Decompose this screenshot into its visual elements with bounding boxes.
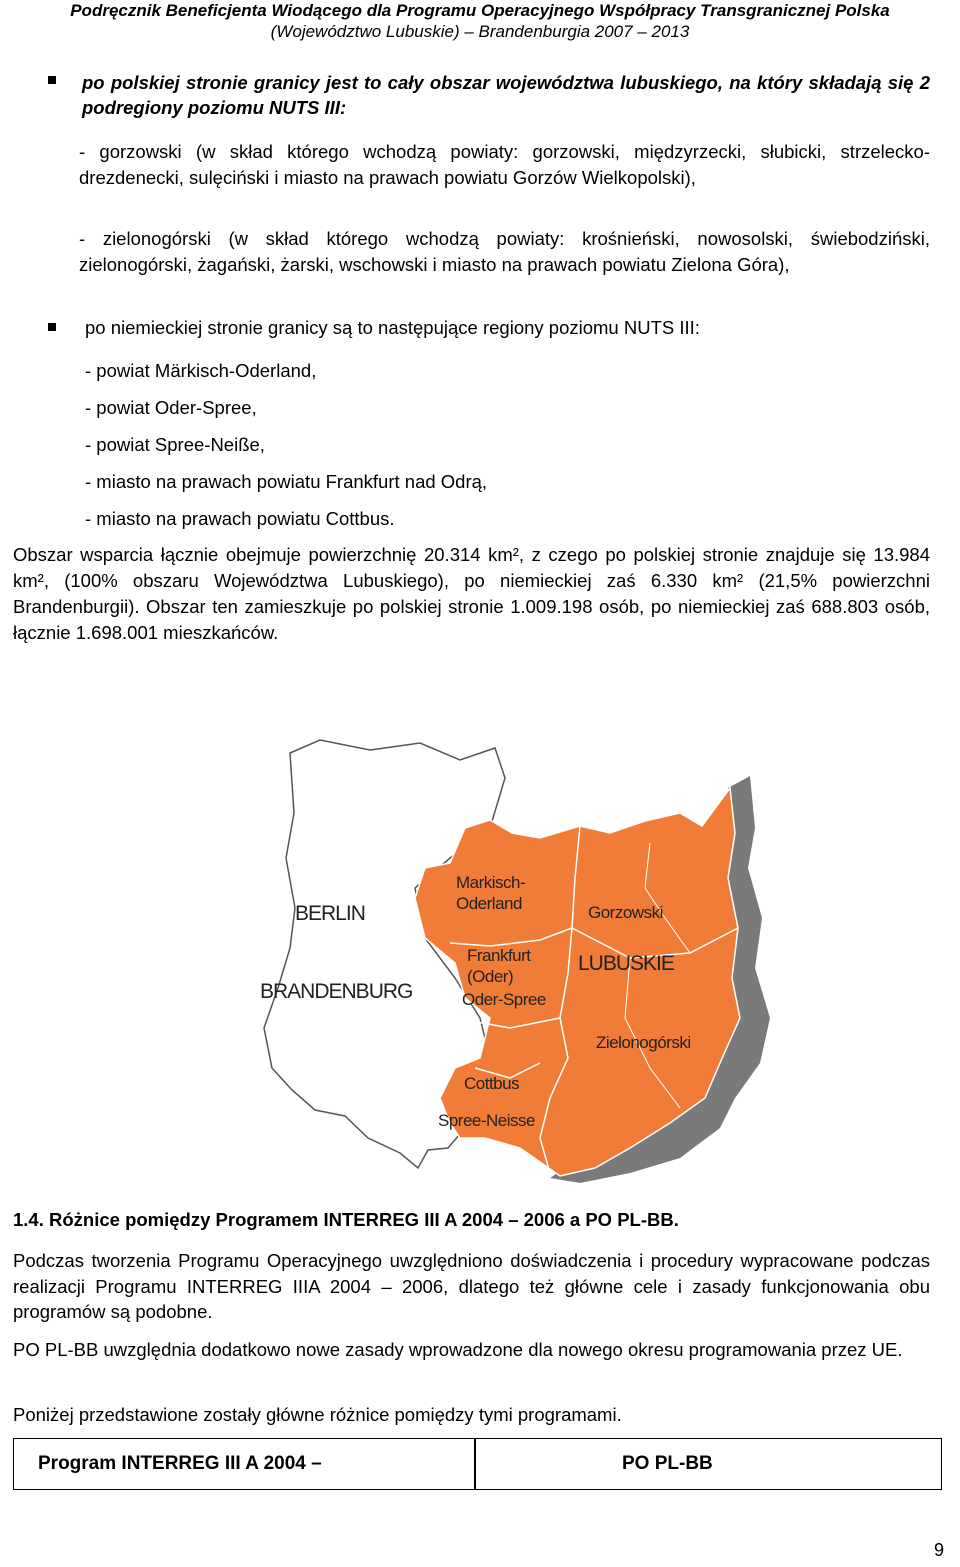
label-berlin: BERLIN <box>295 902 365 925</box>
label-oder-spree: Oder-Spree <box>462 990 546 1009</box>
label-frankfurt-2: (Oder) <box>467 967 514 986</box>
page-number: 9 <box>933 1540 944 1560</box>
bullet-marker <box>48 76 56 84</box>
list-item: - powiat Oder-Spree, <box>85 397 257 418</box>
list-item: - powiat Märkisch-Oderland, <box>85 360 317 381</box>
label-markisch-1: Markisch- <box>456 873 526 892</box>
bullet-marker <box>48 323 56 331</box>
section-heading: 1.4. Różnice pomiędzy Programem INTERREG III A 2004 – 2006 a PO PL-BB. <box>13 1209 679 1230</box>
table-header-col-2: PO PL-BB <box>622 1453 713 1474</box>
comparison-table <box>13 1438 942 1490</box>
label-brandenburg: BRANDENBURG <box>260 980 413 1003</box>
table-header-col-1: Program INTERREG III A 2004 – <box>38 1453 322 1474</box>
header-line-1: Podręcznik Beneficjenta Wiodącego dla Programu Operacyjnego Współpracy Transgranicznej Polska <box>70 1 890 20</box>
label-gorzowski: Gorzowski <box>588 903 663 922</box>
table-divider <box>474 1439 476 1489</box>
page-header <box>0 0 960 42</box>
section-paragraph-3: Poniżej przedstawione zostały główne różnice pomiędzy tymi programami. <box>13 1404 622 1425</box>
gorzowski-paragraph: - gorzowski (w skład którego wchodzą powiaty: gorzowski, międzyrzecki, słubicki, strzelecko-drezdenecki, sulęciński i miasto na prawach powiatu Gorzów Wielkopolski), <box>79 141 930 188</box>
list-item: - powiat Spree-Neiße, <box>85 434 265 455</box>
german-regions-list <box>85 352 930 537</box>
header-line-2: (Województwo Lubuskie) – Brandenburgia 2007 – 2013 <box>270 22 690 41</box>
bullet-german-side: po niemieckiej stronie granicy są to następujące regiony poziomu NUTS III: <box>85 317 700 338</box>
label-frankfurt-1: Frankfurt <box>467 946 531 965</box>
label-markisch-2: Oderland <box>456 894 522 913</box>
list-item: - miasto na prawach powiatu Frankfurt nad Odrą, <box>85 471 488 492</box>
bullet-polish-side: po polskiej stronie granicy jest to cały obszar województwa lubuskiego, na który składają się 2 podregiony poziomu NUTS III: <box>82 72 930 118</box>
label-lubuskie: LUBUSKIE <box>578 952 674 975</box>
section-paragraph-1: Podczas tworzenia Programu Operacyjnego uwzględniono doświadczenia i procedury wypracowane podczas realizacji Programu INTERREG IIIA 2004 – 2006, dlatego też główne cele i zasady funkcjonowania obu programów są podobne. <box>13 1250 930 1322</box>
zielonogorski-paragraph: - zielonogórski (w skład którego wchodzą powiaty: krośnieński, nowosolski, świebodziński, zielonogórski, żagański, żarski, wschowski i miasto na prawach powiatu Zielona Góra), <box>79 228 930 275</box>
section-paragraph-2: PO PL-BB uwzględnia dodatkowo nowe zasady wprowadzone dla nowego okresu programowania przez UE. <box>13 1339 903 1360</box>
label-spree-neisse: Spree-Neisse <box>438 1111 535 1130</box>
list-item: - miasto na prawach powiatu Cottbus. <box>85 508 395 529</box>
label-cottbus: Cottbus <box>464 1074 520 1093</box>
summary-paragraph: Obszar wsparcia łącznie obejmuje powierzchnię 20.314 km², z czego po polskiej stronie znajduje się 13.984 km², (100% obszaru Województwa Lubuskiego), po niemieckiej zaś 6.330 km² (21,5% powierzchni Brandenburgii). Obszar ten zamieszkuje po polskiej stronie 1.009.198 osób, po niemieckiej zaś 688.803 osób, łącznie 1.698.001 mieszkańców. <box>13 544 930 643</box>
label-zielonogorski: Zielonogórski <box>596 1033 691 1052</box>
region-map <box>250 718 810 1198</box>
